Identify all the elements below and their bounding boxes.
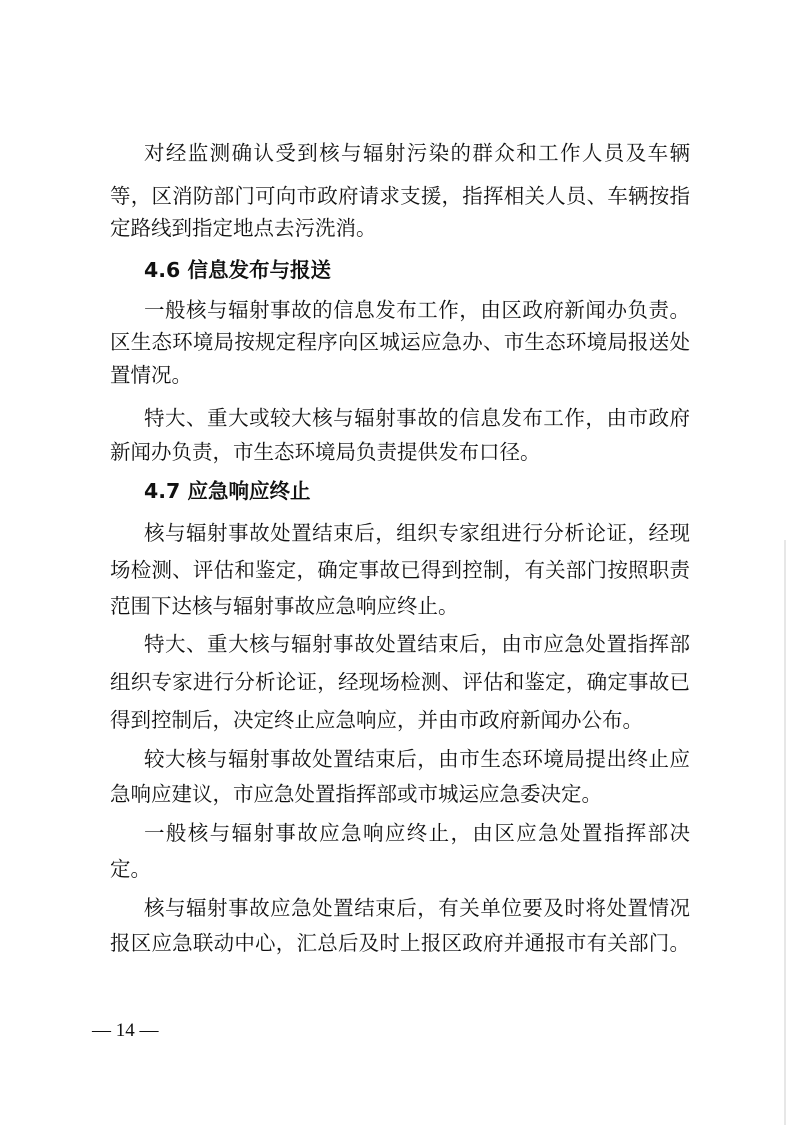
body-line: 较大核与辐射事故处置结束后，由市生态环境局提出终止应 [144,747,690,771]
body-line: 场检测、评估和鉴定，确定事故已得到控制，有关部门按照职责 [110,558,690,582]
body-line: 定。 [110,857,151,881]
body-line: 报区应急联动中心，汇总后及时上报区政府并通报市有关部门。 [110,931,690,955]
section-heading: 4.7 应急响应终止 [144,479,311,503]
body-line: 得到控制后，决定终止应急响应，并由市政府新闻办公布。 [110,708,643,732]
body-line: 对经监测确认受到核与辐射污染的群众和工作人员及车辆 [144,141,690,165]
body-line: 置情况。 [110,363,192,387]
section-heading: 4.6 信息发布与报送 [144,258,331,282]
body-line: 特大、重大核与辐射事故处置结束后，由市应急处置指挥部 [144,632,690,656]
body-line: 核与辐射事故应急处置结束后，有关单位要及时将处置情况 [144,896,690,920]
page-number: — 14 — [92,1020,159,1041]
body-line: 定路线到指定地点去污洗消。 [110,216,377,240]
body-line: 一般核与辐射事故的信息发布工作，由区政府新闻办负责。 [144,298,690,322]
body-line: 等，区消防部门可向市政府请求支援，指挥相关人员、车辆按指 [110,184,690,208]
scan-edge-line [784,540,786,1125]
body-line: 区生态环境局按规定程序向区城运应急办、市生态环境局报送处 [110,330,690,354]
body-line: 一般核与辐射事故应急响应终止，由区应急处置指挥部决 [144,821,690,845]
body-line: 范围下达核与辐射事故应急响应终止。 [110,594,459,618]
body-line: 新闻办负责，市生态环境局负责提供发布口径。 [110,440,541,464]
body-line: 组织专家进行分析论证，经现场检测、评估和鉴定，确定事故已 [110,670,690,694]
body-line: 核与辐射事故处置结束后，组织专家组进行分析论证，经现 [144,521,690,545]
body-line: 特大、重大或较大核与辐射事故的信息发布工作，由市政府 [144,406,690,430]
body-line: 急响应建议，市应急处置指挥部或市城运应急委决定。 [110,782,602,806]
